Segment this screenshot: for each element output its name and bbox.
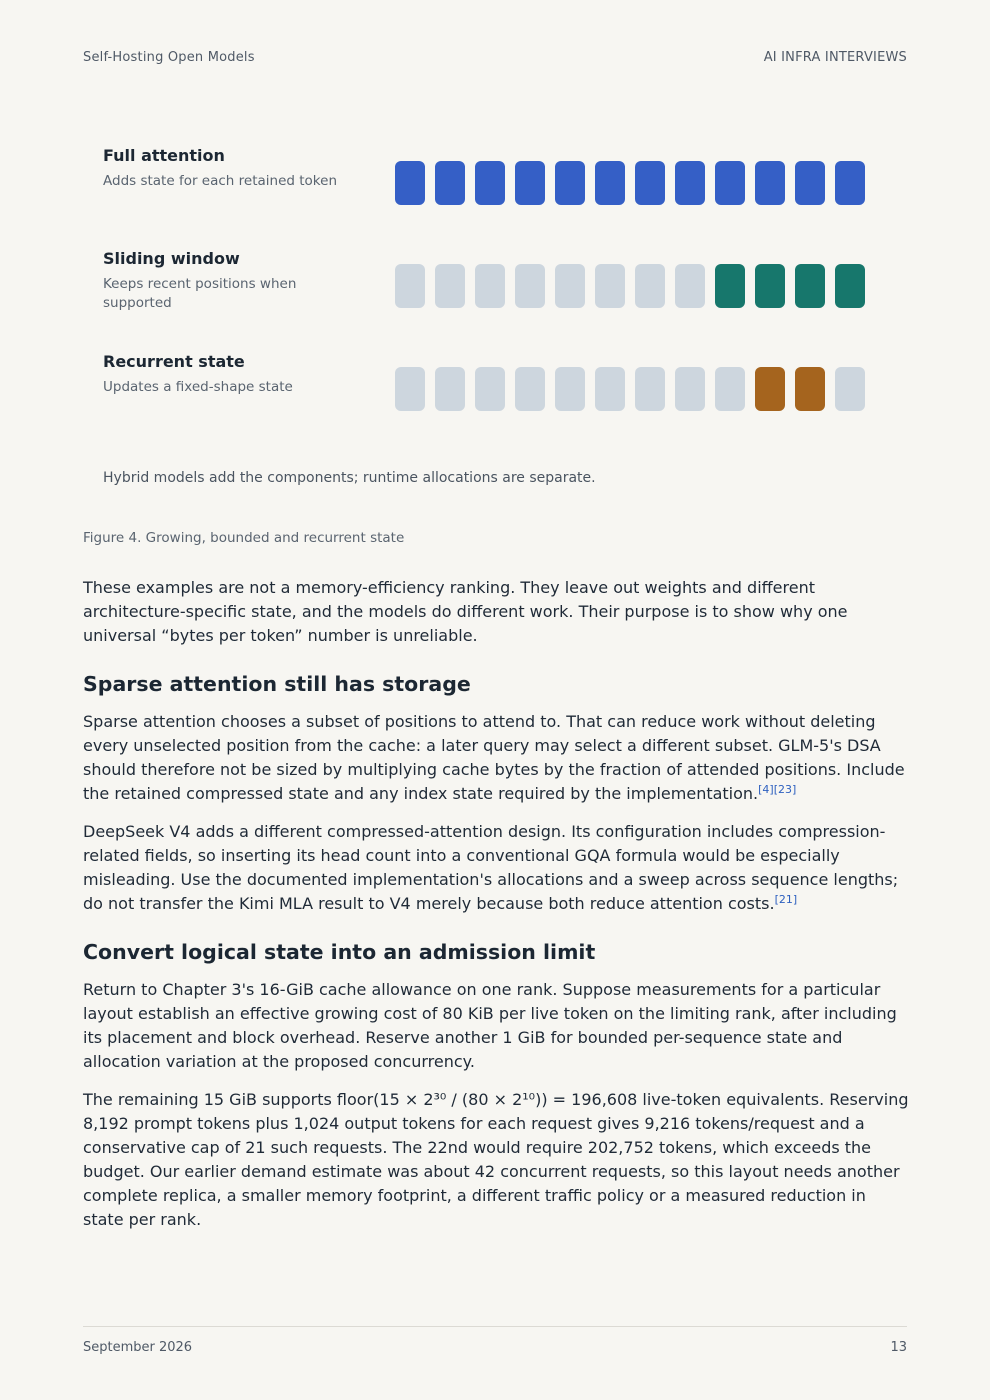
section-heading: Sparse attention still has storage <box>83 672 471 696</box>
token-cell-inactive <box>835 367 865 411</box>
token-cell-active <box>435 161 465 205</box>
token-cell-active <box>755 367 785 411</box>
token-cell-inactive <box>635 367 665 411</box>
figure-row-label <box>103 352 373 397</box>
token-cell-active <box>755 264 785 308</box>
header-book-title: Self-Hosting Open Models <box>83 50 255 65</box>
figure-row-desc: Keeps recent positions when supported <box>103 276 297 311</box>
token-cell-active <box>635 161 665 205</box>
token-cell-inactive <box>635 264 665 308</box>
figure-row-title: Full attention <box>103 146 225 165</box>
token-cell-inactive <box>515 264 545 308</box>
token-cell-inactive <box>555 264 585 308</box>
section-heading: Convert logical state into an admission limit <box>83 940 596 964</box>
figure-row-title: Recurrent state <box>103 352 245 371</box>
token-cell-inactive <box>555 367 585 411</box>
token-cell-active <box>395 161 425 205</box>
token-cell-inactive <box>435 367 465 411</box>
token-cell-active <box>795 161 825 205</box>
figure-row-desc: Updates a fixed-shape state <box>103 379 293 395</box>
token-cell-active <box>715 161 745 205</box>
figure-row-full-attention <box>103 146 907 198</box>
figure-row-desc: Adds state for each retained token <box>103 173 338 189</box>
body-text <box>83 576 909 1246</box>
token-cells <box>395 367 865 411</box>
token-cell-active <box>755 161 785 205</box>
token-cell-active <box>835 264 865 308</box>
paragraph <box>83 710 909 806</box>
page-number: 13 <box>890 1340 907 1355</box>
paragraph: The remaining 15 GiB supports floor(15 × 2³⁰ / (80 × 2¹⁰)) = 196,608 live-token equivalents. Reserving 8,192 prompt tokens plus 1,024 output tokens for each request gives 9,216 tokens/request and a conservative cap of 21 such requests. The 22nd would require 202,752 tokens, which exceeds the budget. Our earlier demand estimate was about 42 concurrent requests, so this layout needs another complete replica, a smaller memory footprint, a different traffic policy or a measured reduction in state per rank. <box>83 1090 909 1229</box>
token-cell-active <box>795 264 825 308</box>
token-cell-inactive <box>515 367 545 411</box>
token-cell-inactive <box>435 264 465 308</box>
token-cells <box>395 161 865 205</box>
token-cell-active <box>795 367 825 411</box>
token-cell-inactive <box>595 367 625 411</box>
token-cell-active <box>675 161 705 205</box>
figure-row-label <box>103 146 373 191</box>
paragraph-text: Sparse attention chooses a subset of positions to attend to. That can reduce work without deleting every unselected position from the cache: a later query may select a different subset. GLM-5's DSA should therefore not be sized by multiplying cache bytes by the fraction of attended positions. Include the retained compressed state and any index state required by the implementation. <box>83 712 905 803</box>
figure-row-sliding-window <box>103 249 907 311</box>
token-cell-active <box>475 161 505 205</box>
page-footer <box>83 1340 907 1355</box>
token-cells <box>395 264 865 308</box>
figure-caption: Figure 4. Growing, bounded and recurrent state <box>83 530 405 546</box>
token-cell-active <box>515 161 545 205</box>
token-cell-inactive <box>595 264 625 308</box>
token-cell-inactive <box>395 264 425 308</box>
figure-row-label <box>103 249 373 313</box>
citation-link[interactable]: [21] <box>774 893 798 906</box>
token-cell-active <box>835 161 865 205</box>
paragraph-text: DeepSeek V4 adds a different compressed-attention design. Its configuration includes compression-related fields, so inserting its head count into a conventional GQA formula would be especially misleading. Use the documented implementation's allocations and a sweep across sequence lengths; do not transfer the Kimi MLA result to V4 merely because both reduce attention costs. <box>83 822 899 913</box>
token-cell-inactive <box>675 367 705 411</box>
paragraph <box>83 820 909 916</box>
token-cell-inactive <box>715 367 745 411</box>
token-cell-active <box>595 161 625 205</box>
state-figure <box>83 140 907 500</box>
figure-note: Hybrid models add the components; runtime allocations are separate. <box>103 470 596 486</box>
footer-date: September 2026 <box>83 1340 193 1355</box>
token-cell-active <box>555 161 585 205</box>
token-cell-active <box>715 264 745 308</box>
token-cell-inactive <box>475 367 505 411</box>
token-cell-inactive <box>475 264 505 308</box>
token-cell-inactive <box>675 264 705 308</box>
figure-row-recurrent-state <box>103 352 907 404</box>
token-cell-inactive <box>395 367 425 411</box>
paragraph: These examples are not a memory-efficiency ranking. They leave out weights and different architecture-specific state, and the models do different work. Their purpose is to show why one universal “bytes per token” number is unreliable. <box>83 578 848 645</box>
citation-link[interactable]: [4][23] <box>758 783 797 796</box>
figure-row-title: Sliding window <box>103 249 240 268</box>
paragraph: Return to Chapter 3's 16-GiB cache allowance on one rank. Suppose measurements for a particular layout establish an effective growing cost of 80 KiB per live token on the limiting rank, after including its placement and block overhead. Reserve another 1 GiB for bounded per-sequence state and allocation variation at the proposed concurrency. <box>83 980 897 1071</box>
footer-divider <box>83 1326 907 1327</box>
header-series-title: AI INFRA INTERVIEWS <box>763 50 907 65</box>
running-header <box>83 50 907 65</box>
